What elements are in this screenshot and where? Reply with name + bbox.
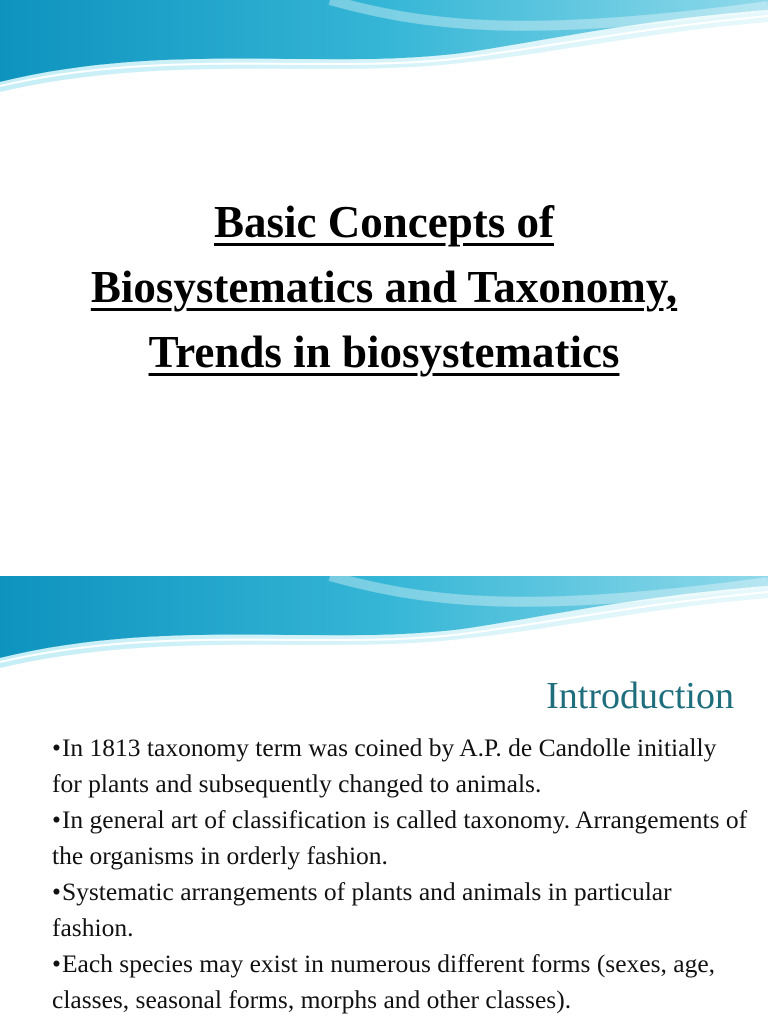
bullet-icon: • [52,877,61,906]
slide-title [0,190,768,385]
section-heading: Introduction [546,675,734,717]
decorative-wave-banner [0,0,768,95]
list-item-text: In 1813 taxonomy term was coined by A.P. de Candolle initially for plants and subsequently changed to animals. [52,733,717,798]
introduction-slide [0,576,768,1024]
title-line: Biosystematics and Taxonomy, [90,262,678,312]
list-item [52,946,752,1018]
list-item-text: Systematic arrangements of plants and animals in particular fashion. [52,877,672,942]
list-item-text: Each species may exist in numerous different forms (sexes, age, classes, seasonal forms, morphs and other classes). [52,949,716,1014]
decorative-wave-banner [0,576,768,671]
list-item [52,874,752,946]
list-item [52,802,752,874]
bullet-icon: • [52,733,61,762]
bullet-icon: • [52,949,61,978]
list-item [52,730,752,802]
title-line: Trends in biosystematics [148,327,620,377]
list-item-text: In general art of classification is called taxonomy. Arrangements of the organisms in orderly fashion. [52,805,748,870]
title-line: Basic Concepts of [214,197,554,247]
bullet-icon: • [52,805,61,834]
bullet-list [52,730,752,1018]
